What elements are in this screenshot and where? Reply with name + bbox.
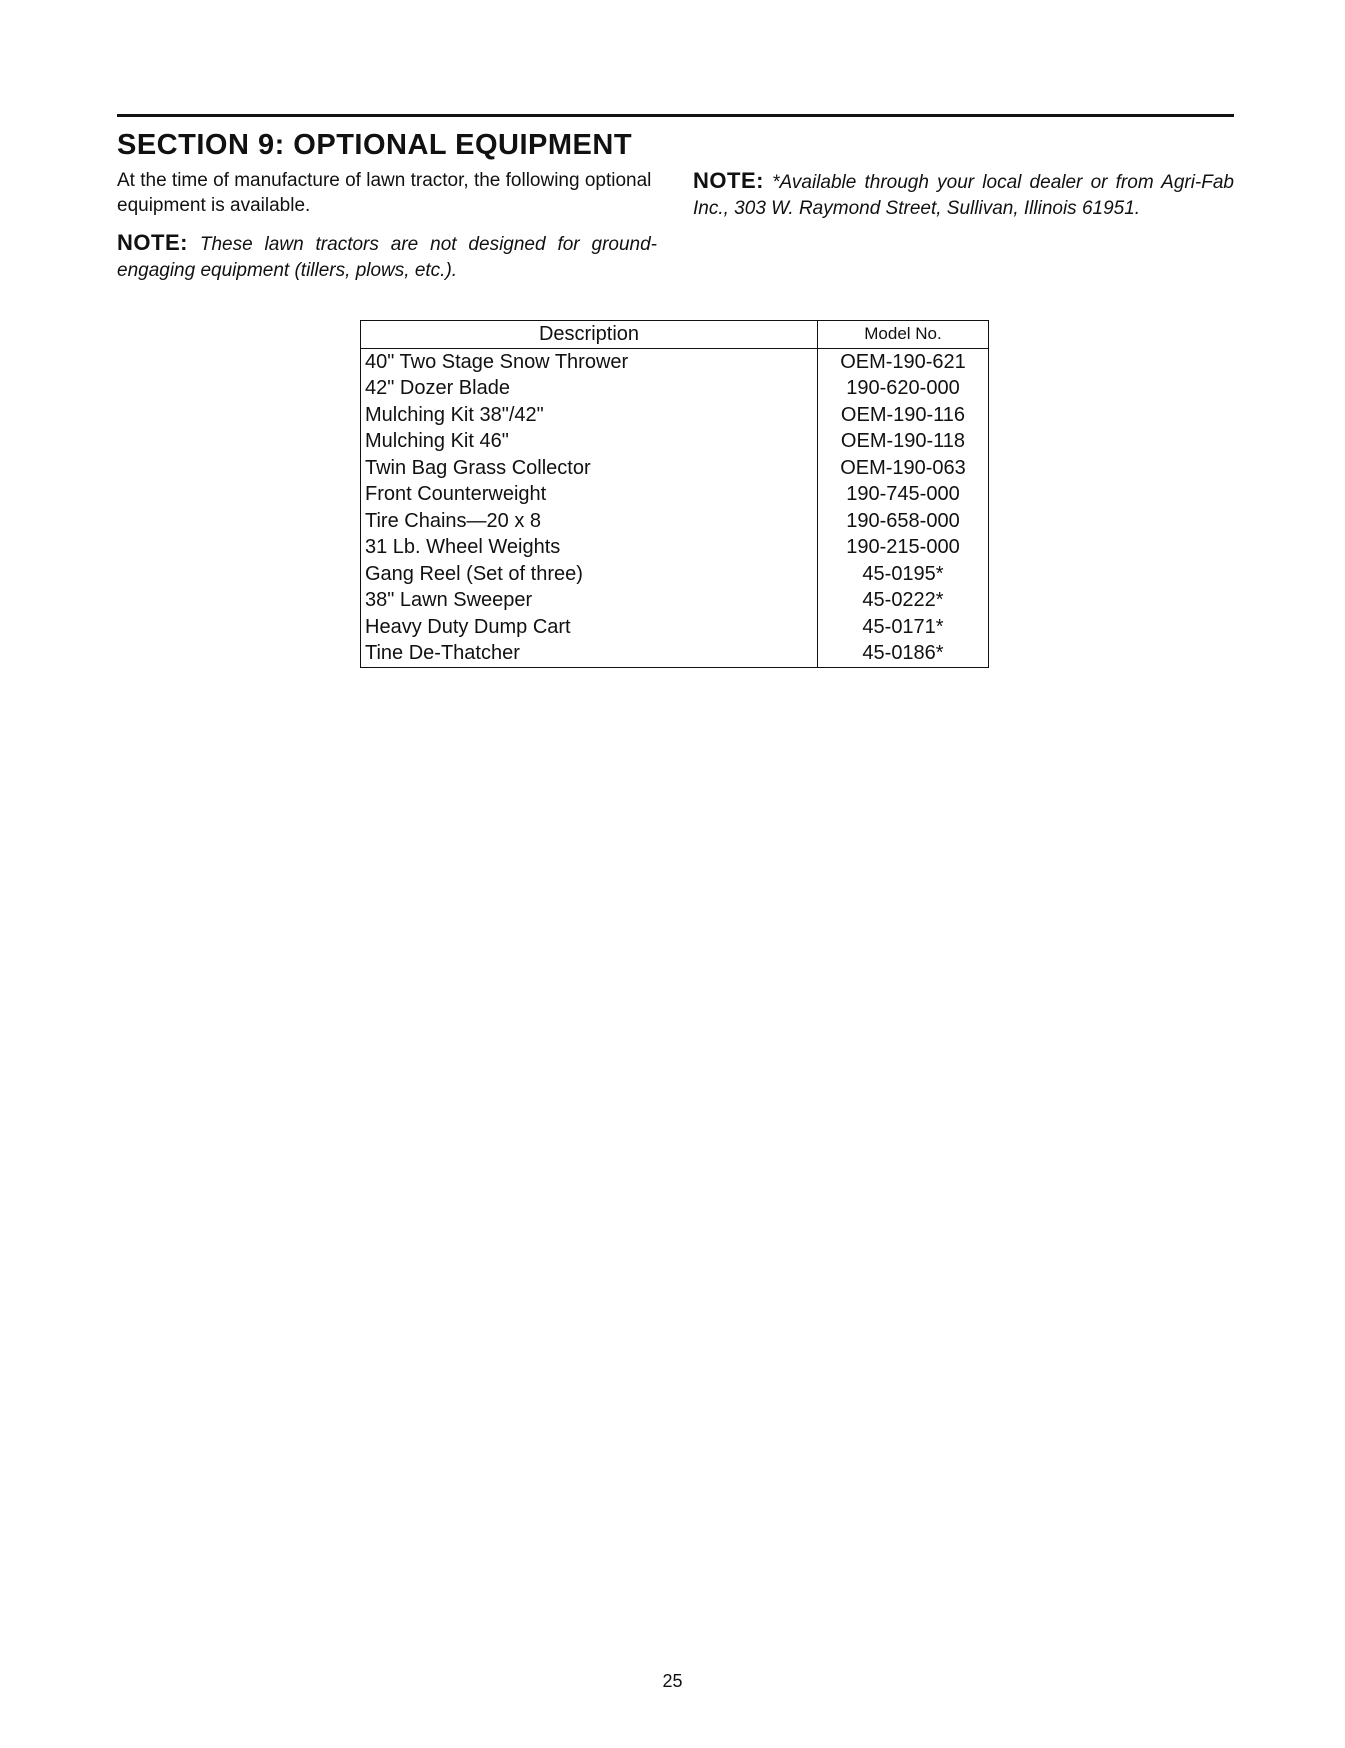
- section-title: SECTION 9: OPTIONAL EQUIPMENT: [117, 129, 633, 161]
- cell-model: 45-0195*: [862, 562, 944, 585]
- note-label: NOTE:: [693, 168, 764, 193]
- cell-description: Front Counterweight: [361, 481, 818, 508]
- table-row: [361, 402, 989, 429]
- cell-model: 45-0186*: [862, 642, 944, 664]
- cell-model: 190-745-000: [846, 483, 960, 505]
- table-row: [361, 428, 989, 455]
- table-row: [361, 534, 989, 561]
- cell-model: OEM-190-116: [840, 403, 966, 426]
- cell-description: 31 Lb. Wheel Weights: [361, 534, 818, 561]
- table-row: [361, 587, 989, 614]
- cell-description: 40" Two Stage Snow Thrower: [361, 348, 818, 375]
- table-row: [361, 640, 989, 667]
- cell-description: Mulching Kit 46": [361, 428, 818, 455]
- cell-description: Gang Reel (Set of three): [361, 561, 818, 588]
- table-row: [361, 508, 989, 535]
- table-row: [361, 561, 989, 588]
- header-description: Description: [361, 321, 818, 349]
- cell-model: 45-0222*: [862, 589, 944, 611]
- section-rule: [117, 114, 1234, 117]
- note-left: [117, 230, 657, 284]
- table-row: [361, 375, 989, 402]
- right-column: [693, 168, 1234, 222]
- equipment-table: [360, 320, 989, 668]
- cell-model: OEM-190-621: [840, 350, 966, 373]
- table-row: [361, 481, 989, 508]
- cell-description: Tine De-Thatcher: [361, 640, 818, 667]
- cell-description: Tire Chains—20 x 8: [361, 508, 818, 535]
- intro-paragraph: At the time of manufacture of lawn tractor, the following optional equipment is available.: [117, 170, 652, 216]
- note-right: [693, 168, 1234, 222]
- note-text: *Available through your local dealer or from Agri-Fab Inc., 303 W. Raymond Street, Sullivan, Illinois 61951.: [693, 172, 1234, 219]
- page-number: 25: [662, 1671, 683, 1691]
- cell-model: OEM-190-118: [840, 430, 966, 452]
- cell-description: Mulching Kit 38"/42": [361, 402, 818, 429]
- table-row: [361, 455, 989, 482]
- cell-model: 190-215-000: [846, 536, 960, 558]
- cell-description: Twin Bag Grass Collector: [361, 455, 818, 482]
- cell-model: 190-658-000: [846, 509, 960, 532]
- table-header-row: [361, 321, 989, 349]
- table-row: [361, 348, 989, 375]
- left-column: [117, 168, 657, 284]
- note-text: These lawn tractors are not designed for ground-engaging equipment (tillers, plows, etc.).: [117, 234, 658, 281]
- cell-description: 38" Lawn Sweeper: [361, 587, 818, 614]
- cell-model: 45-0171*: [862, 615, 944, 638]
- cell-model: OEM-190-063: [840, 456, 966, 479]
- header-model: Model No.: [818, 321, 989, 349]
- note-label: NOTE:: [117, 230, 188, 255]
- table-row: [361, 614, 989, 641]
- cell-description: Heavy Duty Dump Cart: [361, 614, 818, 641]
- cell-model: 190-620-000: [846, 377, 960, 399]
- cell-description: 42" Dozer Blade: [361, 375, 818, 402]
